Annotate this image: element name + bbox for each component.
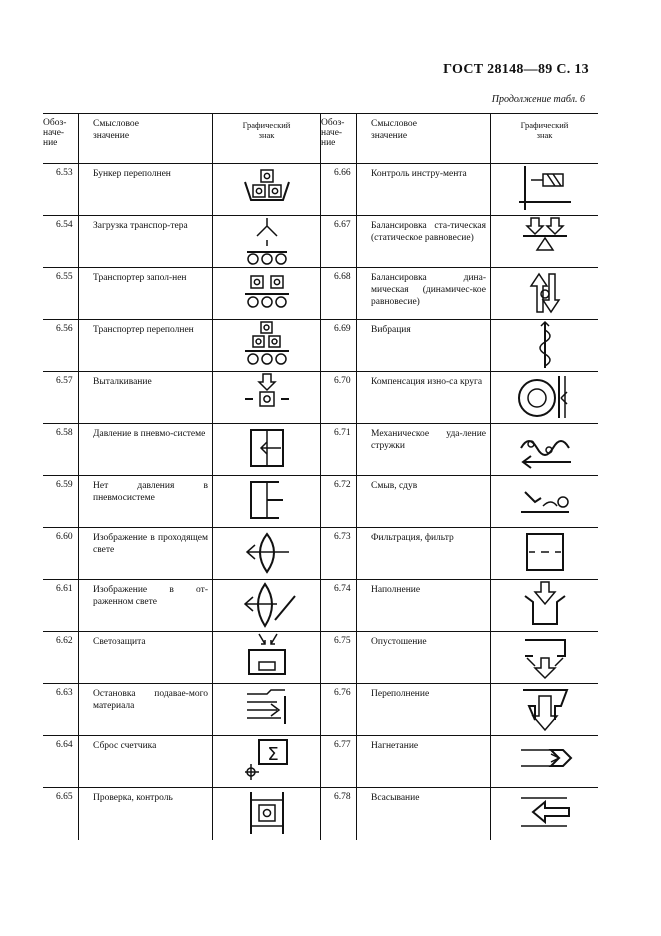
vibration-icon (491, 320, 598, 370)
graphic-sign-cell (491, 788, 599, 840)
symbol-meaning: Наполнение (357, 580, 491, 632)
col-header-meaning: Смысловое значение (79, 114, 213, 164)
table-row (43, 424, 598, 476)
symbol-meaning: Давление в пневмо-системе (79, 424, 213, 476)
symbol-number: 6.62 (43, 632, 79, 684)
symbol-number: 6.66 (321, 164, 357, 216)
symbol-meaning: Транспортер переполнен (79, 320, 213, 372)
symbol-number: 6.55 (43, 268, 79, 320)
symbol-meaning: Опустошение (357, 632, 491, 684)
static-balancing-icon (491, 216, 598, 266)
graphic-sign-cell (213, 736, 321, 788)
emptying-icon (491, 632, 598, 682)
graphic-sign-cell (213, 684, 321, 736)
graphic-sign-cell (213, 216, 321, 268)
document-reference: ГОСТ 28148—89 С. 13 (443, 62, 589, 77)
graphic-sign-cell (491, 580, 599, 632)
graphic-sign-cell (491, 528, 599, 580)
flush-blow-icon (491, 476, 598, 526)
svg-text:Σ: Σ (266, 744, 279, 765)
col-header-graphic-2: Графический знак (491, 114, 599, 164)
dynamic-balancing-icon (491, 268, 598, 318)
symbol-number: 6.78 (321, 788, 357, 840)
symbol-meaning: Фильтрация, фильтр (357, 528, 491, 580)
graphic-sign-cell (213, 632, 321, 684)
table-row (43, 476, 598, 528)
symbol-meaning: Вибрация (357, 320, 491, 372)
conveyor-overfull-icon (213, 320, 320, 370)
table-row (43, 580, 598, 632)
symbol-number: 6.76 (321, 684, 357, 736)
ejection-icon (213, 372, 320, 422)
overflow-icon (491, 684, 598, 734)
symbol-number: 6.71 (321, 424, 357, 476)
symbol-number: 6.63 (43, 684, 79, 736)
pressurization-icon (491, 736, 598, 786)
reflected-light-icon (213, 580, 320, 630)
graphic-sign-cell (491, 164, 599, 216)
no-pneumatic-pressure-icon (213, 476, 320, 526)
graphic-sign-cell (491, 372, 599, 424)
table-row (43, 684, 598, 736)
graphic-sign-cell (213, 528, 321, 580)
symbol-number: 6.56 (43, 320, 79, 372)
symbol-meaning: Компенсация изно-са круга (357, 372, 491, 424)
symbol-number: 6.68 (321, 268, 357, 320)
wheel-wear-compensation-icon (491, 372, 598, 422)
col-header-designation: Обоз- наче- ние (43, 114, 79, 164)
table-row (43, 632, 598, 684)
symbol-meaning: Транспортер запол-нен (79, 268, 213, 320)
symbol-meaning: Смыв, сдув (357, 476, 491, 528)
table-row (43, 528, 598, 580)
symbol-meaning: Изображение в проходящем свете (79, 528, 213, 580)
hopper-overfull-icon (213, 164, 320, 214)
symbol-meaning: Переполнение (357, 684, 491, 736)
symbol-meaning: Балансировка дина-мическая (динамичес-кое равновесие) (357, 268, 491, 320)
symbol-number: 6.64 (43, 736, 79, 788)
symbol-number: 6.70 (321, 372, 357, 424)
symbol-meaning: Изображение в от-раженном свете (79, 580, 213, 632)
table-row (43, 216, 598, 268)
graphic-sign-cell (491, 736, 599, 788)
filling-icon (491, 580, 598, 630)
table-row (43, 320, 598, 372)
suction-icon (491, 788, 598, 838)
col-header-graphic: Графический знак (213, 114, 321, 164)
graphic-sign-cell (491, 216, 599, 268)
counter-reset-icon (213, 736, 320, 786)
symbol-number: 6.57 (43, 372, 79, 424)
graphic-sign-cell (491, 684, 599, 736)
symbol-meaning: Светозащита (79, 632, 213, 684)
graphic-sign-cell (491, 476, 599, 528)
symbol-number: 6.77 (321, 736, 357, 788)
symbols-table (43, 113, 598, 840)
table-row (43, 268, 598, 320)
symbol-meaning: Механическое уда-ление стружки (357, 424, 491, 476)
symbol-meaning: Остановка подавае-мого материала (79, 684, 213, 736)
graphic-sign-cell (213, 372, 321, 424)
table-row (43, 736, 598, 788)
material-feed-stop-icon (213, 684, 320, 734)
graphic-sign-cell (491, 632, 599, 684)
graphic-sign-cell (213, 164, 321, 216)
graphic-sign-cell (213, 788, 321, 840)
symbol-number: 6.61 (43, 580, 79, 632)
symbol-number: 6.58 (43, 424, 79, 476)
light-protection-icon (213, 632, 320, 682)
symbol-number: 6.53 (43, 164, 79, 216)
symbol-number: 6.65 (43, 788, 79, 840)
symbol-number: 6.75 (321, 632, 357, 684)
graphic-sign-cell (213, 476, 321, 528)
graphic-sign-cell (491, 320, 599, 372)
col-header-meaning-2: Смысловое значение (357, 114, 491, 164)
symbol-number: 6.72 (321, 476, 357, 528)
inspection-icon (213, 788, 320, 838)
pneumatic-pressure-icon (213, 424, 320, 474)
symbol-meaning: Бункер переполнен (79, 164, 213, 216)
table-row (43, 372, 598, 424)
conveyor-full-icon (213, 268, 320, 318)
graphic-sign-cell (213, 580, 321, 632)
col-header-designation-2: Обоз- наче- ние (321, 114, 357, 164)
symbol-meaning: Нагнетание (357, 736, 491, 788)
symbol-meaning: Загрузка транспор-тера (79, 216, 213, 268)
symbol-meaning: Проверка, контроль (79, 788, 213, 840)
symbol-number: 6.73 (321, 528, 357, 580)
graphic-sign-cell (213, 424, 321, 476)
filter-icon (491, 528, 598, 578)
table-row (43, 164, 598, 216)
symbol-number: 6.67 (321, 216, 357, 268)
chip-removal-icon (491, 424, 598, 474)
symbol-number: 6.69 (321, 320, 357, 372)
symbol-meaning: Нет давления в пневмосистеме (79, 476, 213, 528)
table-header-row (43, 114, 598, 164)
symbol-number: 6.54 (43, 216, 79, 268)
transmitted-light-icon (213, 528, 320, 578)
symbol-meaning: Выталкивание (79, 372, 213, 424)
tool-control-icon (491, 164, 598, 214)
graphic-sign-cell (213, 320, 321, 372)
table-continuation-note: Продолжение табл. 6 (491, 94, 585, 105)
symbol-meaning: Балансировка ста-тическая (статическое равновесие) (357, 216, 491, 268)
graphic-sign-cell (491, 268, 599, 320)
conveyor-loading-icon (213, 216, 320, 266)
graphic-sign-cell (213, 268, 321, 320)
symbol-number: 6.60 (43, 528, 79, 580)
symbol-meaning: Всасывание (357, 788, 491, 840)
symbol-meaning: Контроль инстру-мента (357, 164, 491, 216)
symbol-number: 6.74 (321, 580, 357, 632)
graphic-sign-cell (491, 424, 599, 476)
symbol-number: 6.59 (43, 476, 79, 528)
symbol-meaning: Сброс счетчика (79, 736, 213, 788)
table-row (43, 788, 598, 840)
